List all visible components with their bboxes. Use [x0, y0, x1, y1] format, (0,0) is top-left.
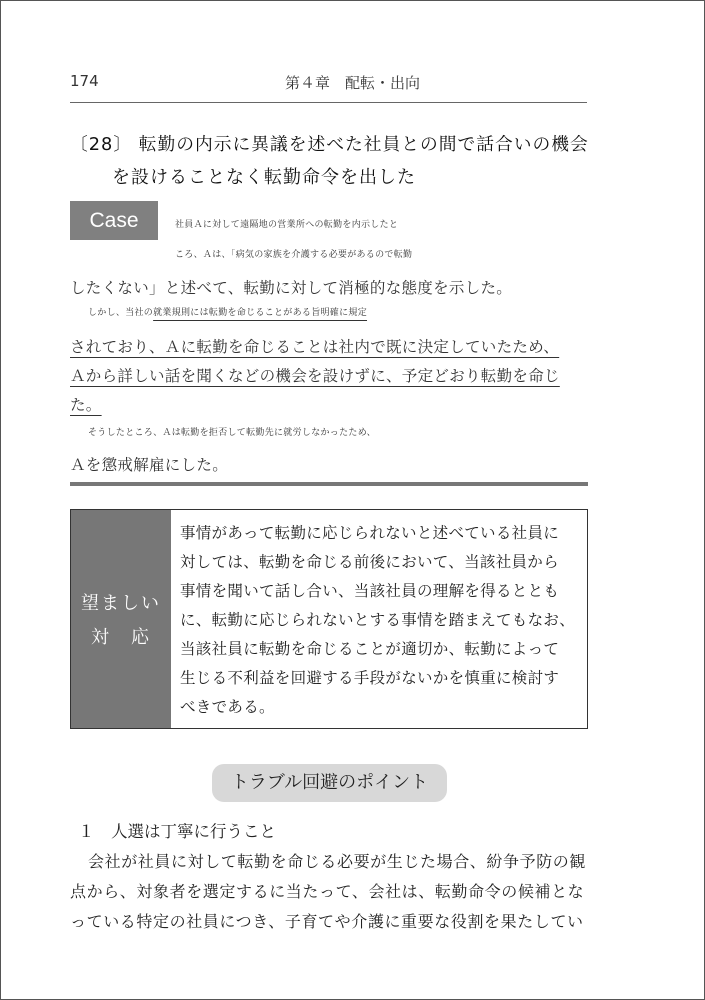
case-title-line2: を設けることなく転勤命令を出した [112, 167, 416, 188]
case-line: Ａから詳しい話を聞くなどの機会を設けずに、予定どおり転勤を命じ [70, 367, 560, 385]
case-line: しかし、当社の就業規則には転勤を命じることがある旨明確に規定 [88, 308, 368, 318]
case-line: 社員Ａに対して遠隔地の営業所への転勤を内示したと [175, 220, 399, 230]
chapter-title: 第４章 配転・出向 [284, 74, 420, 92]
response-line: 当該社員に転勤を命じることが適切か、転勤によって [180, 640, 560, 658]
case-bottom-rule [70, 482, 588, 486]
trouble-avoidance-points-label: トラブル回避のポイント [212, 764, 447, 802]
response-heading-panel [71, 510, 171, 728]
response-line: に、転勤に応じられないとする事情を踏まえてもなお、 [180, 611, 576, 629]
case-line: したくない」と述べて、転勤に対して消極的な態度を示した。 [70, 279, 513, 297]
response-line: 対しては、転勤を命じる前後において、当該社員から [180, 553, 559, 571]
case-title-line1: 〔28〕 転勤の内示に異議を述べた社員との間で話合いの機会 [70, 135, 589, 155]
body-line: 点から、対象者を選定するに当たって、会社は、転勤命令の候補とな [70, 882, 585, 901]
body-line: っている特定の社員につき、子育てや介護に重要な役割を果たしてい [70, 912, 584, 931]
body-line: 会社が社員に対して転勤を命じる必要が生じた場合、紛争予防の観 [88, 852, 587, 871]
response-line: 生じる不利益を回避する手段がないかを慎重に検討す [180, 669, 560, 687]
page-number: 174 [70, 72, 99, 90]
case-line: ころ、Ａは、「病気の家族を介護する必要があるので転勤 [175, 250, 413, 260]
response-line: べきである。 [180, 698, 275, 716]
response-line: 事情があって転勤に応じられないと述べている社員に [180, 524, 560, 542]
case-line: そうしたところ、Ａは転勤を拒否して転勤先に就労しなかったため、 [88, 428, 376, 438]
case-line: た。 [70, 396, 102, 414]
section-heading: １ 人選は丁寧に行うこと [78, 822, 276, 841]
case-line: Ａを懲戒解雇にした。 [70, 456, 229, 474]
response-heading-line2: 対 応 [91, 627, 151, 648]
case-label: Case [70, 201, 158, 240]
response-line: 事情を聞いて話し合い、当該社員の理解を得るととも [180, 582, 560, 600]
header-rule [70, 102, 587, 103]
case-line: されており、Ａに転勤を命じることは社内で既に決定していたため、 [70, 338, 560, 356]
response-heading-line1: 望ましい [81, 593, 161, 614]
